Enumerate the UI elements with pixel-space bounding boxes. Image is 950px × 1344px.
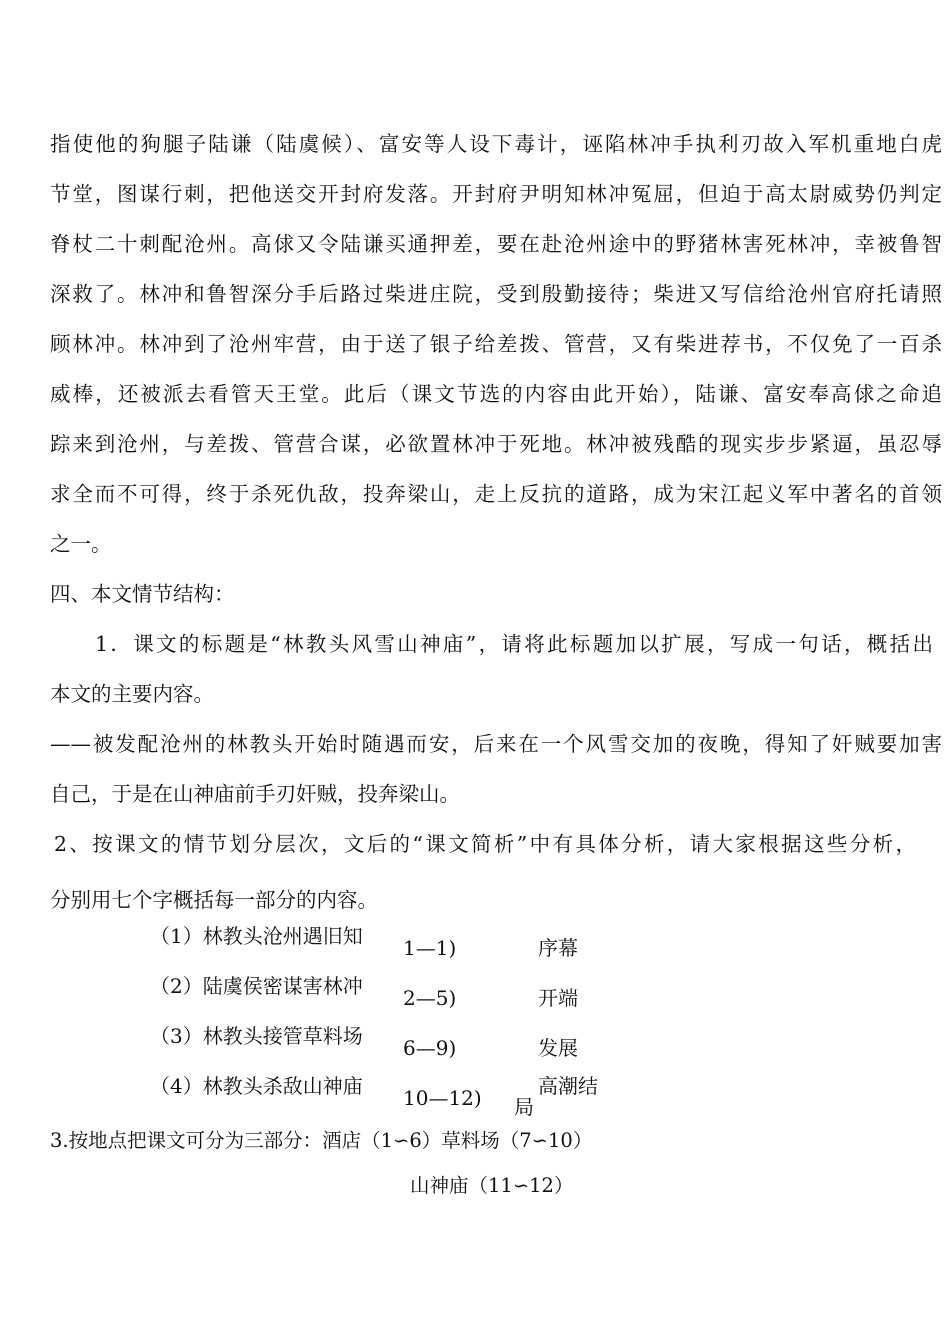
- table-row-stage: 发展: [538, 1036, 578, 1060]
- question-2-line: 2、按课文的情节划分层次，文后的“课文简析”中有具体分析，请大家根据这些分析，: [54, 832, 916, 856]
- question-3-line: 山神庙（11∽12）: [410, 1174, 574, 1197]
- answer-1-line: ——被发配沧州的林教头开始时随遇而安，后来在一个风雪交加的夜晚，得知了奸贼要加害: [50, 732, 942, 756]
- table-row-range: 2—5): [403, 986, 457, 1010]
- question-1-line: 1．课文的标题是“林教头风雪山神庙”，请将此标题加以扩展，写成一句话，概括出: [95, 632, 933, 656]
- table-row-stage: 序幕: [538, 936, 578, 960]
- table-row-title: （4）林教头杀敌山神庙: [150, 1074, 363, 1098]
- table-row-title: （2）陆虞侯密谋害林冲: [150, 974, 363, 998]
- table-row-title: （3）林教头接管草料场: [150, 1024, 363, 1048]
- table-row-stage: 高潮结: [538, 1074, 598, 1098]
- table-row-stage: 开端: [538, 986, 578, 1010]
- paragraph-line: 顾林冲。林冲到了沧州牢营，由于送了银子给差拨、管营，又有柴进荐书，不仅免了一百杀: [50, 332, 942, 356]
- table-row-range: 10—12): [403, 1086, 482, 1110]
- question-3-line: 3.按地点把课文可分为三部分：酒店（1∽6）草料场（7∽10）: [50, 1129, 593, 1152]
- question-2-line: 分别用七个字概括每一部分的内容。: [50, 888, 378, 912]
- paragraph-line: 深救了。林冲和鲁智深分手后路过柴进庄院，受到殷勤接待；柴进又写信给沧州官府托请照: [50, 282, 942, 306]
- paragraph-line: 威棒，还被派去看管天王堂。此后（课文节选的内容由此开始），陆谦、富安奉高俅之命追: [50, 382, 942, 406]
- section-heading: 四、本文情节结构：: [50, 582, 235, 606]
- paragraph-line: 脊杖二十刺配沧州。高俅又令陆谦买通押差，要在赴沧州途中的野猪林害死林冲，幸被鲁智: [50, 232, 942, 256]
- paragraph-line: 节堂，图谋行刺，把他送交开封府发落。开封府尹明知林冲冤屈，但迫于高太尉威势仍判定: [50, 182, 942, 206]
- table-row-range: 6—9): [403, 1036, 457, 1060]
- table-row-stage-fragment: 局: [514, 1095, 534, 1119]
- paragraph-line: 求全而不可得，终于杀死仇敌，投奔梁山，走上反抗的道路，成为宋江起义军中著名的首领: [50, 482, 942, 506]
- table-title-column: [150, 924, 530, 1106]
- table-row-range: 1—1): [403, 936, 457, 960]
- paragraph-line: 踪来到沧州，与差拨、管营合谋，必欲置林冲于死地。林冲被残酷的现实步步紧逼，虽忍辱: [50, 432, 942, 456]
- answer-1-line: 自己，于是在山神庙前手刃奸贼，投奔梁山。: [50, 782, 460, 806]
- table-row-title: （1）林教头沧州遇旧知: [150, 924, 363, 948]
- paragraph-line: 指使他的狗腿子陆谦（陆虞候）、富安等人设下毒计，诬陷林冲手执利刃故入军机重地白虎: [50, 132, 942, 156]
- question-1-line: 本文的主要内容。: [50, 682, 214, 706]
- paragraph-line: 之一。: [50, 532, 112, 556]
